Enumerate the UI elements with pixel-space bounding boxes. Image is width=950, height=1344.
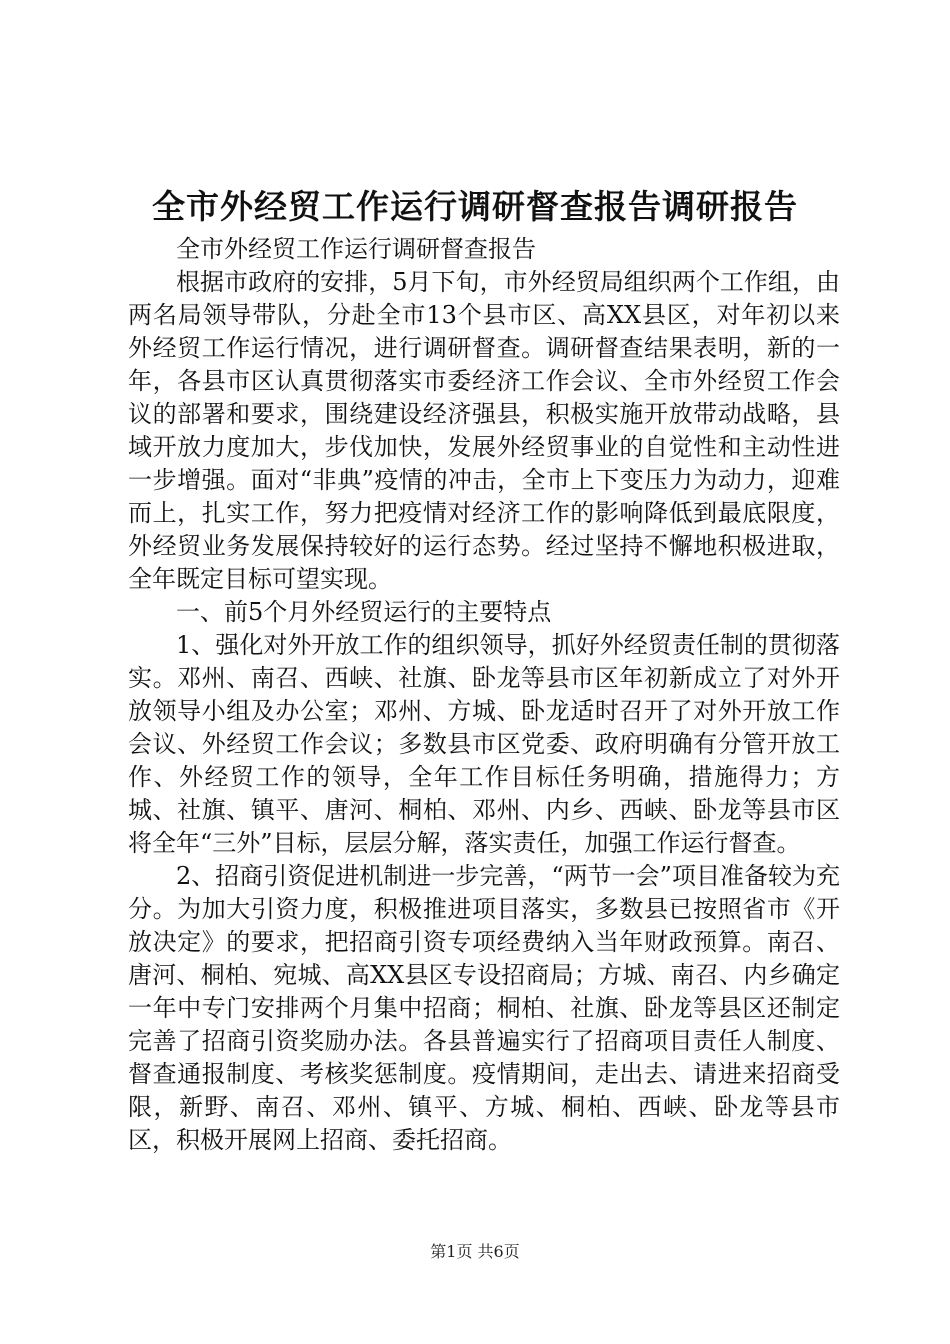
document-body (128, 233, 840, 1157)
paragraph-item-1: 1、强化对外开放工作的组织领导，抓好外经贸责任制的贯彻落实。邓州、南召、西峡、社旗、卧龙等县市区年初新成立了对外开放领导小组及办公室；邓州、方城、卧龙适时召开了对外开放工作会议、外经贸工作会议；多数县市区党委、政府明确有分管开放工作、外经贸工作的领导，全年工作目标任务明确，措施得力；方城、社旗、镇平、唐河、桐柏、邓州、内乡、西峡、卧龙等县市区将全年“三外”目标，层层分解，落实责任，加强工作运行督查。 (128, 631, 840, 857)
section-heading: 一、前5个月外经贸运行的主要特点 (176, 598, 552, 626)
paragraph-intro: 根据市政府的安排，5月下旬，市外经贸局组织两个工作组，由两名局领导带队，分赴全市13个县市区、高XX县区，对年初以来外经贸工作运行情况，进行调研督查。调研督查结果表明，新的一年，各县市区认真贯彻落实市委经济工作会议、全市外经贸工作会议的部署和要求，围绕建设经济强县，积极实施开放带动战略，县域开放力度加大，步伐加快，发展外经贸事业的自觉性和主动性进一步增强。面对“非典”疫情的冲击，全市上下变压力为动力，迎难而上，扎实工作，努力把疫情对经济工作的影响降低到最底限度，外经贸业务发展保持较好的运行态势。经过坚持不懈地积极进取，全年既定目标可望实现。 (128, 268, 840, 593)
paragraph-subtitle: 全市外经贸工作运行调研督查报告 (176, 235, 536, 263)
document-title: 全市外经贸工作运行调研督查报告调研报告 (152, 187, 798, 226)
paragraph-item-2: 2、招商引资促进机制进一步完善，“两节一会”项目准备较为充分。为加大引资力度，积极推进项目落实，多数县已按照省市《开放决定》的要求，把招商引资专项经费纳入当年财政预算。南召、唐河、桐柏、宛城、高XX县区专设招商局；方城、南召、内乡确定一年中专门安排两个月集中招商；桐柏、社旗、卧龙等县区还制定完善了招商引资奖励办法。各县普遍实行了招商项目责任人制度、督查通报制度、考核奖惩制度。疫情期间，走出去、请进来招商受限，新野、南召、邓州、镇平、方城、桐柏、西峡、卧龙等县市区，积极开展网上招商、委托招商。 (128, 862, 840, 1154)
page-footer: 第1页 共6页 (430, 1242, 520, 1261)
